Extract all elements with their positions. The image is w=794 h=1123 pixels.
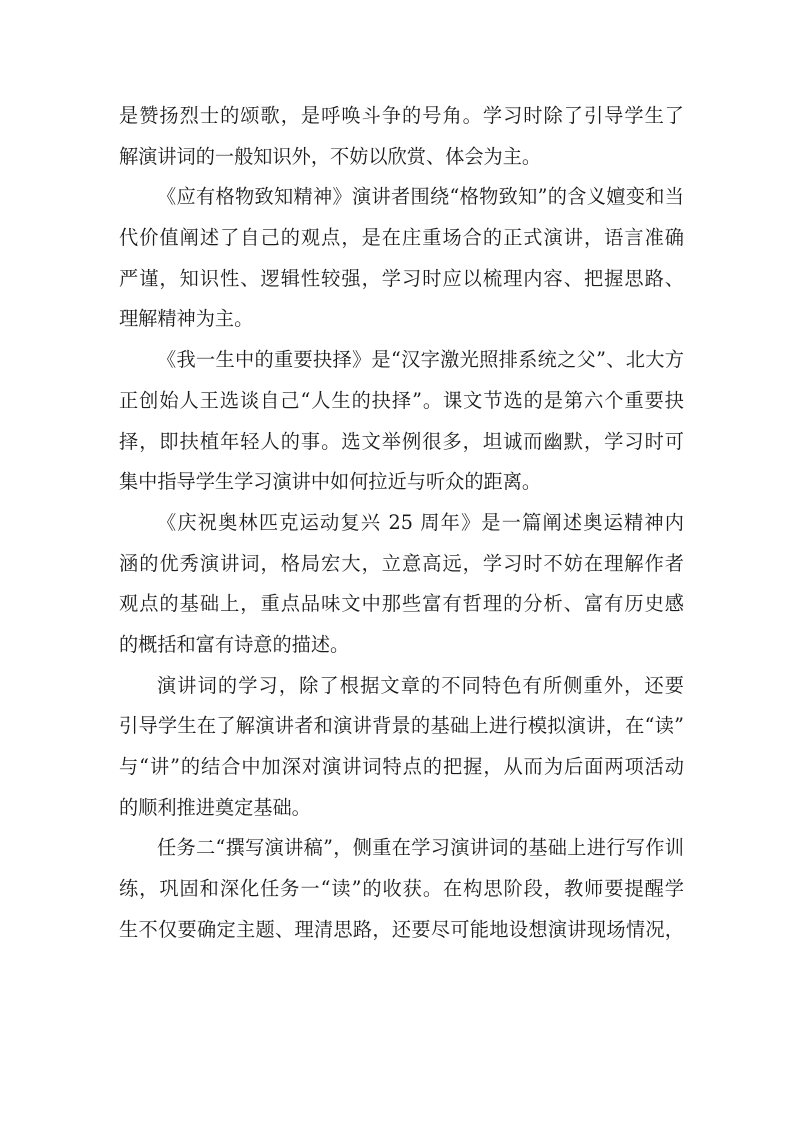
text-line: 集中指导学生学习演讲中如何拉近与听众的距离。 [119,470,542,494]
text-line: 的顺利推进奠定基础。 [119,795,311,819]
text-line: 是赞扬烈士的颂歌，是呼唤斗争的号角。学习时除了引导学生了 [119,104,684,127]
text-line: 生不仅要确定主题、理清思路，还要尽可能地设想演讲现场情况， [119,917,684,941]
text-line: 涵的优秀演讲词，格局宏大，立意高远，学习时不妨在理解作者 [119,551,684,575]
text-line: 练，巩固和深化任务一“读”的收获。在构思阶段，教师要提醒学 [119,877,684,901]
text-line: 代价值阐述了自己的观点，是在庄重场合的正式演讲，语言准确 [119,226,684,250]
text-line: 与“讲”的结合中加深对演讲词特点的把握，从而为后面两项活动 [119,755,684,778]
text-line: 演讲词的学习，除了根据文章的不同特色有所侧重外，还要 [157,673,684,697]
text-line: 的概括和富有诗意的描述。 [119,632,350,656]
text-line: 理解精神为主。 [119,307,254,331]
text-line: 观点的基础上，重点品味文中那些富有哲理的分析、富有历史感 [119,592,684,616]
text-line: 严谨，知识性、逻辑性较强，学习时应以梳理内容、把握思路、 [119,266,684,290]
text-line: 《我一生中的重要抉择》是“汉字激光照排系统之父”、北大方 [157,348,684,372]
text-line: 引导学生在了解演讲者和演讲背景的基础上进行模拟演讲，在“读” [119,714,684,738]
text-line: 《庆祝奥林匹克运动复兴 25 周年》是一篇阐述奥运精神内 [157,510,684,534]
body-text [119,96,684,950]
text-line: 《应有格物致知精神》演讲者围绕“格物致知”的含义嬗变和当 [157,185,684,209]
text-line: 任务二“撰写演讲稿”，侧重在学习演讲词的基础上进行写作训 [157,836,684,860]
text-line: 择，即扶植年轻人的事。选文举例很多，坦诚而幽默，学习时可 [119,429,684,453]
text-line: 解演讲词的一般知识外，不妨以欣赏、体会为主。 [119,144,542,168]
text-line: 正创始人王选谈自己“人生的抉择”。课文节选的是第六个重要抉 [119,388,684,412]
